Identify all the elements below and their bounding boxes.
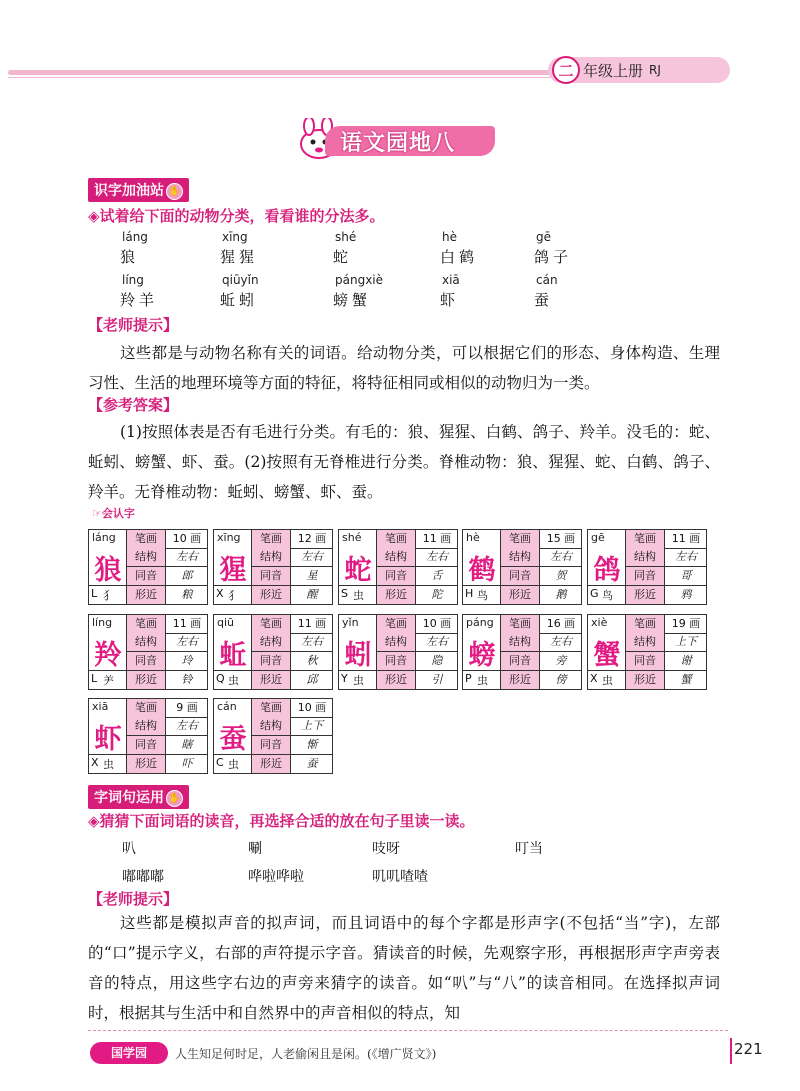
card-initial: X xyxy=(91,756,99,769)
homophone-row xyxy=(377,652,458,671)
homophone-value: 旁 xyxy=(555,654,567,667)
similar-row xyxy=(127,586,208,604)
card-info-grid xyxy=(625,530,707,604)
character-card xyxy=(338,614,458,690)
structure-label: 结构 xyxy=(501,633,540,651)
character-card xyxy=(462,614,582,690)
card-character: 蚕 xyxy=(219,724,247,755)
strokes-row xyxy=(626,530,707,549)
card-initial: S xyxy=(341,587,348,600)
card-index xyxy=(588,670,625,688)
card-initial: H xyxy=(465,587,474,600)
homophone-value: 贺 xyxy=(555,569,567,582)
card-info-grid xyxy=(625,615,707,689)
structure-label: 结构 xyxy=(252,633,291,651)
similar-value: 引 xyxy=(431,673,443,686)
onomatopoeia-word: 唰 xyxy=(248,841,262,857)
homophone-row xyxy=(252,652,333,671)
structure-label: 结构 xyxy=(501,548,540,566)
card-character: 蛇 xyxy=(344,555,372,586)
card-index xyxy=(463,670,500,688)
tip-text-2: 这些都是模拟声音的拟声词，而且词语中的每个字都是形声字(不包括“当”字)，左部的“口”提示字义，右部的声符提示字音。猜读音的时候，先观察字形，再根据形声字声旁表音的特点，用这些字右边的声旁来猜字的读音。如“叭”与“八”的读音相同。在选择拟声词时，根据其与生活中和自然界中的声音相似的特点，知 xyxy=(88,914,720,1022)
structure-row xyxy=(127,548,208,567)
similar-label: 形近 xyxy=(626,586,665,604)
card-initial: Q xyxy=(216,672,225,685)
card-radical: 虫 xyxy=(353,589,364,602)
word-hanzi: 蚕 xyxy=(534,291,554,309)
homophone-label: 同音 xyxy=(626,567,665,585)
learn-characters-label xyxy=(92,505,135,521)
character-card xyxy=(213,614,333,690)
homophone-value: 隐 xyxy=(431,654,443,667)
page-title xyxy=(295,118,500,160)
section-label-1 xyxy=(88,178,189,202)
similar-value: 粮 xyxy=(181,588,193,601)
character-card xyxy=(338,529,458,605)
character-card xyxy=(587,529,707,605)
similar-label: 形近 xyxy=(501,586,540,604)
card-character: 蚯 xyxy=(219,640,247,671)
homophone-row xyxy=(252,736,333,755)
strokes-value: 11 画 xyxy=(671,532,701,545)
tip-label-1: 【老师提示】 xyxy=(88,316,179,334)
strokes-value: 10 画 xyxy=(172,532,202,545)
structure-value: 左右 xyxy=(550,635,572,648)
section-label-2 xyxy=(88,785,189,809)
similar-row xyxy=(127,755,208,773)
similar-value: 蚕 xyxy=(306,757,318,770)
card-radical: 虫 xyxy=(228,674,239,687)
card-initial: G xyxy=(590,587,599,600)
word-pinyin: líng xyxy=(122,273,144,287)
character-card xyxy=(88,614,208,690)
card-pinyin: xīng xyxy=(217,531,241,544)
card-character: 狼 xyxy=(94,555,122,586)
strokes-row xyxy=(252,699,333,718)
homophone-label: 同音 xyxy=(252,736,291,754)
character-card xyxy=(587,614,707,690)
structure-row xyxy=(127,717,208,736)
word-hanzi: 猩猩 xyxy=(220,248,259,266)
card-pinyin: qiū xyxy=(217,616,235,629)
strokes-label: 笔画 xyxy=(127,530,166,548)
strokes-label: 笔画 xyxy=(127,615,166,633)
homophone-value: 玲 xyxy=(181,654,193,667)
card-info-grid xyxy=(126,615,208,689)
section-label-2-text: 字词句运用 xyxy=(94,790,164,806)
strokes-row xyxy=(252,615,333,634)
word-hanzi: 羚羊 xyxy=(120,291,159,309)
similar-row xyxy=(252,671,333,689)
title-text: 语文园地八 xyxy=(340,131,456,156)
card-index xyxy=(89,670,126,688)
homophone-label: 同音 xyxy=(501,652,540,670)
card-character: 猩 xyxy=(219,555,247,586)
homophone-row xyxy=(626,652,707,671)
card-pinyin: páng xyxy=(466,616,494,629)
strokes-label: 笔画 xyxy=(501,615,540,633)
tip-label-2: 【老师提示】 xyxy=(88,890,179,908)
homophone-row xyxy=(626,567,707,586)
homophone-label: 同音 xyxy=(127,736,166,754)
homophone-value: 舌 xyxy=(431,569,443,582)
structure-label: 结构 xyxy=(127,633,166,651)
word-hanzi: 鸽子 xyxy=(534,248,573,266)
card-pinyin: hè xyxy=(466,531,480,544)
card-info-grid xyxy=(126,699,208,773)
structure-value: 左右 xyxy=(301,550,323,563)
similar-label: 形近 xyxy=(626,671,665,689)
word-pinyin: láng xyxy=(122,230,148,244)
page-number: 221 xyxy=(734,1040,763,1058)
strokes-row xyxy=(127,699,208,718)
pointing-hand-icon: ☞ xyxy=(92,507,102,520)
similar-row xyxy=(626,586,707,604)
character-card xyxy=(88,529,208,605)
grade-text: 年级上册 xyxy=(583,61,644,80)
card-info-grid xyxy=(251,699,333,773)
structure-row xyxy=(252,633,333,652)
word-pinyin: xiā xyxy=(442,273,460,287)
strokes-value: 19 画 xyxy=(671,617,701,630)
structure-value: 上下 xyxy=(675,635,697,648)
strokes-row xyxy=(127,530,208,549)
strokes-value: 15 画 xyxy=(546,532,576,545)
learn-characters-text: 会认字 xyxy=(101,507,135,520)
strokes-label: 笔画 xyxy=(626,530,665,548)
word-hanzi: 狼 xyxy=(120,248,140,266)
similar-row xyxy=(252,755,333,773)
word-pinyin: cán xyxy=(536,273,558,287)
card-info-grid xyxy=(251,530,333,604)
structure-label: 结构 xyxy=(127,717,166,735)
card-index xyxy=(339,670,376,688)
similar-label: 形近 xyxy=(252,671,291,689)
structure-value: 左右 xyxy=(301,635,323,648)
card-radical: 虫 xyxy=(228,758,239,771)
similar-value: 吓 xyxy=(181,757,193,770)
strokes-row xyxy=(377,530,458,549)
structure-row xyxy=(377,633,458,652)
question-2: ◈猜猜下面词语的读音，再选择合适的放在句子里读一读。 xyxy=(88,812,475,830)
card-index xyxy=(89,585,126,603)
similar-value: 鸦 xyxy=(680,588,692,601)
structure-row xyxy=(252,717,333,736)
card-radical: 鸟 xyxy=(602,589,613,602)
strokes-row xyxy=(377,615,458,634)
character-card xyxy=(88,698,208,774)
structure-value: 左右 xyxy=(426,550,448,563)
card-info-grid xyxy=(376,615,458,689)
card-initial: P xyxy=(465,672,472,685)
structure-row xyxy=(377,548,458,567)
word-pinyin: hè xyxy=(442,230,457,244)
homophone-value: 瞎 xyxy=(181,738,193,751)
homophone-label: 同音 xyxy=(377,567,416,585)
similar-label: 形近 xyxy=(252,586,291,604)
structure-row xyxy=(501,548,582,567)
similar-label: 形近 xyxy=(127,671,166,689)
character-card xyxy=(213,529,333,605)
strokes-row xyxy=(252,530,333,549)
strokes-label: 笔画 xyxy=(252,699,291,717)
homophone-value: 谢 xyxy=(680,654,692,667)
structure-row xyxy=(626,548,707,567)
card-character: 蟹 xyxy=(593,640,621,671)
structure-label: 结构 xyxy=(127,548,166,566)
edition-text: RJ xyxy=(649,63,661,77)
question-1: ◈试着给下面的动物分类，看看谁的分法多。 xyxy=(88,207,385,225)
footer-quote: 人生知足何时足，人老偷闲且是闲。(《增广贤文》) xyxy=(175,1047,437,1061)
similar-label: 形近 xyxy=(252,755,291,773)
onomatopoeia-word: 叮当 xyxy=(515,841,543,857)
grade-circle: 二 xyxy=(552,56,580,84)
strokes-label: 笔画 xyxy=(252,530,291,548)
homophone-value: 秋 xyxy=(306,654,318,667)
page-number-bar xyxy=(730,1038,732,1064)
footer-logo: 国学园 xyxy=(90,1042,168,1064)
similar-label: 形近 xyxy=(127,755,166,773)
word-hanzi: 白鹤 xyxy=(440,248,479,266)
similar-row xyxy=(626,671,707,689)
structure-label: 结构 xyxy=(626,633,665,651)
card-radical: 虫 xyxy=(353,674,364,687)
strokes-value: 9 画 xyxy=(176,701,198,714)
card-info-grid xyxy=(376,530,458,604)
card-character: 蚓 xyxy=(344,640,372,671)
structure-label: 结构 xyxy=(252,548,291,566)
card-pinyin: láng xyxy=(92,531,116,544)
homophone-label: 同音 xyxy=(501,567,540,585)
card-pinyin: xiè xyxy=(591,616,608,629)
strokes-value: 12 画 xyxy=(297,532,327,545)
card-pinyin: cán xyxy=(217,700,237,713)
similar-value: 邱 xyxy=(306,673,318,686)
card-index xyxy=(214,585,251,603)
strokes-label: 笔画 xyxy=(252,615,291,633)
header-rule-thin xyxy=(8,77,553,78)
similar-row xyxy=(501,671,582,689)
character-card xyxy=(462,529,582,605)
homophone-label: 同音 xyxy=(127,652,166,670)
card-pinyin: xiā xyxy=(92,700,109,713)
onomatopoeia-word: 嘟嘟嘟 xyxy=(122,869,164,885)
strokes-label: 笔画 xyxy=(377,615,416,633)
homophone-value: 星 xyxy=(306,569,318,582)
card-radical: 虫 xyxy=(477,674,488,687)
card-radical: 虫 xyxy=(602,674,613,687)
card-character: 鸽 xyxy=(593,555,621,586)
strokes-row xyxy=(501,615,582,634)
homophone-label: 同音 xyxy=(252,652,291,670)
structure-value: 左右 xyxy=(675,550,697,563)
homophone-row xyxy=(252,567,333,586)
hand-icon: ✋ xyxy=(166,790,183,807)
onomatopoeia-word: 哗啦哗啦 xyxy=(248,869,304,885)
homophone-row xyxy=(377,567,458,586)
structure-value: 左右 xyxy=(176,719,198,732)
structure-value: 左右 xyxy=(176,635,198,648)
word-pinyin: pángxiè xyxy=(335,273,384,287)
strokes-label: 笔画 xyxy=(377,530,416,548)
word-pinyin: xīng xyxy=(222,230,248,244)
card-initial: Y xyxy=(341,672,348,685)
word-pinyin: qiūyǐn xyxy=(222,273,259,287)
tip-text-1: 这些都是与动物名称有关的词语。给动物分类，可以根据它们的形态、身体构造、生理习性、生活的地理环境等方面的特征，将特征相同或相似的动物归为一类。 xyxy=(88,344,720,392)
answer-label: 【参考答案】 xyxy=(88,396,179,414)
homophone-row xyxy=(501,567,582,586)
similar-label: 形近 xyxy=(127,586,166,604)
card-initial: X xyxy=(216,587,224,600)
strokes-value: 11 画 xyxy=(422,532,452,545)
strokes-value: 10 画 xyxy=(422,617,452,630)
similar-value: 蟹 xyxy=(680,673,692,686)
card-index xyxy=(463,585,500,603)
card-info-grid xyxy=(500,615,582,689)
footer-rule xyxy=(88,1030,728,1031)
similar-value: 鹅 xyxy=(555,588,567,601)
structure-label: 结构 xyxy=(377,633,416,651)
card-radical: 虫 xyxy=(103,758,114,771)
homophone-label: 同音 xyxy=(127,567,166,585)
similar-value: 铃 xyxy=(181,673,193,686)
structure-value: 左右 xyxy=(550,550,572,563)
card-initial: X xyxy=(590,672,598,685)
strokes-value: 16 画 xyxy=(546,617,576,630)
structure-row xyxy=(501,633,582,652)
card-initial: C xyxy=(216,756,224,769)
card-index xyxy=(339,585,376,603)
homophone-value: 惭 xyxy=(306,738,318,751)
card-character: 羚 xyxy=(94,640,122,671)
onomatopoeia-word: 叽叽喳喳 xyxy=(372,869,428,885)
card-index xyxy=(214,670,251,688)
structure-label: 结构 xyxy=(377,548,416,566)
similar-value: 傍 xyxy=(555,673,567,686)
card-info-grid xyxy=(126,530,208,604)
homophone-value: 郎 xyxy=(181,569,193,582)
strokes-value: 10 画 xyxy=(297,701,327,714)
homophone-row xyxy=(127,567,208,586)
strokes-row xyxy=(501,530,582,549)
card-pinyin: shé xyxy=(342,531,362,544)
structure-value: 左右 xyxy=(426,635,448,648)
homophone-label: 同音 xyxy=(252,567,291,585)
card-character: 螃 xyxy=(468,640,496,671)
card-index xyxy=(89,754,126,772)
similar-row xyxy=(501,586,582,604)
similar-label: 形近 xyxy=(377,671,416,689)
word-pinyin: shé xyxy=(335,230,357,244)
strokes-value: 11 画 xyxy=(297,617,327,630)
card-radical: 犭 xyxy=(228,589,239,602)
strokes-label: 笔画 xyxy=(626,615,665,633)
similar-value: 陀 xyxy=(431,588,443,601)
homophone-row xyxy=(127,736,208,755)
card-pinyin: gē xyxy=(591,531,605,544)
structure-label: 结构 xyxy=(252,717,291,735)
word-pinyin: gē xyxy=(536,230,551,244)
similar-row xyxy=(377,671,458,689)
similar-row xyxy=(377,586,458,604)
strokes-label: 笔画 xyxy=(501,530,540,548)
card-radical: ⺶ xyxy=(103,674,114,687)
card-pinyin: líng xyxy=(92,616,113,629)
card-index xyxy=(214,754,251,772)
strokes-row xyxy=(127,615,208,634)
homophone-row xyxy=(127,652,208,671)
card-initial: L xyxy=(91,587,98,600)
homophone-value: 哥 xyxy=(680,569,692,582)
card-pinyin: yǐn xyxy=(342,616,359,629)
card-radical: 犭 xyxy=(103,589,114,602)
structure-row xyxy=(127,633,208,652)
homophone-row xyxy=(501,652,582,671)
similar-label: 形近 xyxy=(501,671,540,689)
card-character: 虾 xyxy=(94,724,122,755)
onomatopoeia-word: 叭 xyxy=(122,841,136,857)
section-label-1-text: 识字加油站 xyxy=(94,183,164,199)
onomatopoeia-word: 吱呀 xyxy=(372,841,400,857)
grade-tab xyxy=(548,57,730,83)
similar-value: 醒 xyxy=(306,588,318,601)
word-hanzi: 蚯蚓 xyxy=(220,291,259,309)
hand-icon: ✋ xyxy=(166,183,183,200)
strokes-row xyxy=(626,615,707,634)
structure-value: 左右 xyxy=(176,550,198,563)
strokes-label: 笔画 xyxy=(127,699,166,717)
header-rule xyxy=(8,70,553,75)
word-hanzi: 螃蟹 xyxy=(333,291,372,309)
structure-label: 结构 xyxy=(626,548,665,566)
word-hanzi: 蛇 xyxy=(333,248,353,266)
similar-row xyxy=(252,586,333,604)
card-radical: 鸟 xyxy=(477,589,488,602)
card-initial: L xyxy=(91,672,98,685)
structure-row xyxy=(626,633,707,652)
card-character: 鹤 xyxy=(468,555,496,586)
homophone-label: 同音 xyxy=(626,652,665,670)
card-info-grid xyxy=(251,615,333,689)
word-hanzi: 虾 xyxy=(440,291,460,309)
card-index xyxy=(588,585,625,603)
strokes-value: 11 画 xyxy=(172,617,202,630)
answer-text: (1)按照体表是否有毛进行分类。有毛的：狼、猩猩、白鹤、鸽子、羚羊。没毛的：蛇、蚯蚓、螃蟹、虾、蚕。(2)按照有无脊椎进行分类。脊椎动物：狼、猩猩、蛇、白鹤、鸽子、羚羊。无脊椎动物：蚯蚓、螃蟹、虾、蚕。 xyxy=(88,423,720,501)
similar-row xyxy=(127,671,208,689)
card-info-grid xyxy=(500,530,582,604)
character-card xyxy=(213,698,333,774)
similar-label: 形近 xyxy=(377,586,416,604)
structure-value: 上下 xyxy=(301,719,323,732)
structure-row xyxy=(252,548,333,567)
homophone-label: 同音 xyxy=(377,652,416,670)
